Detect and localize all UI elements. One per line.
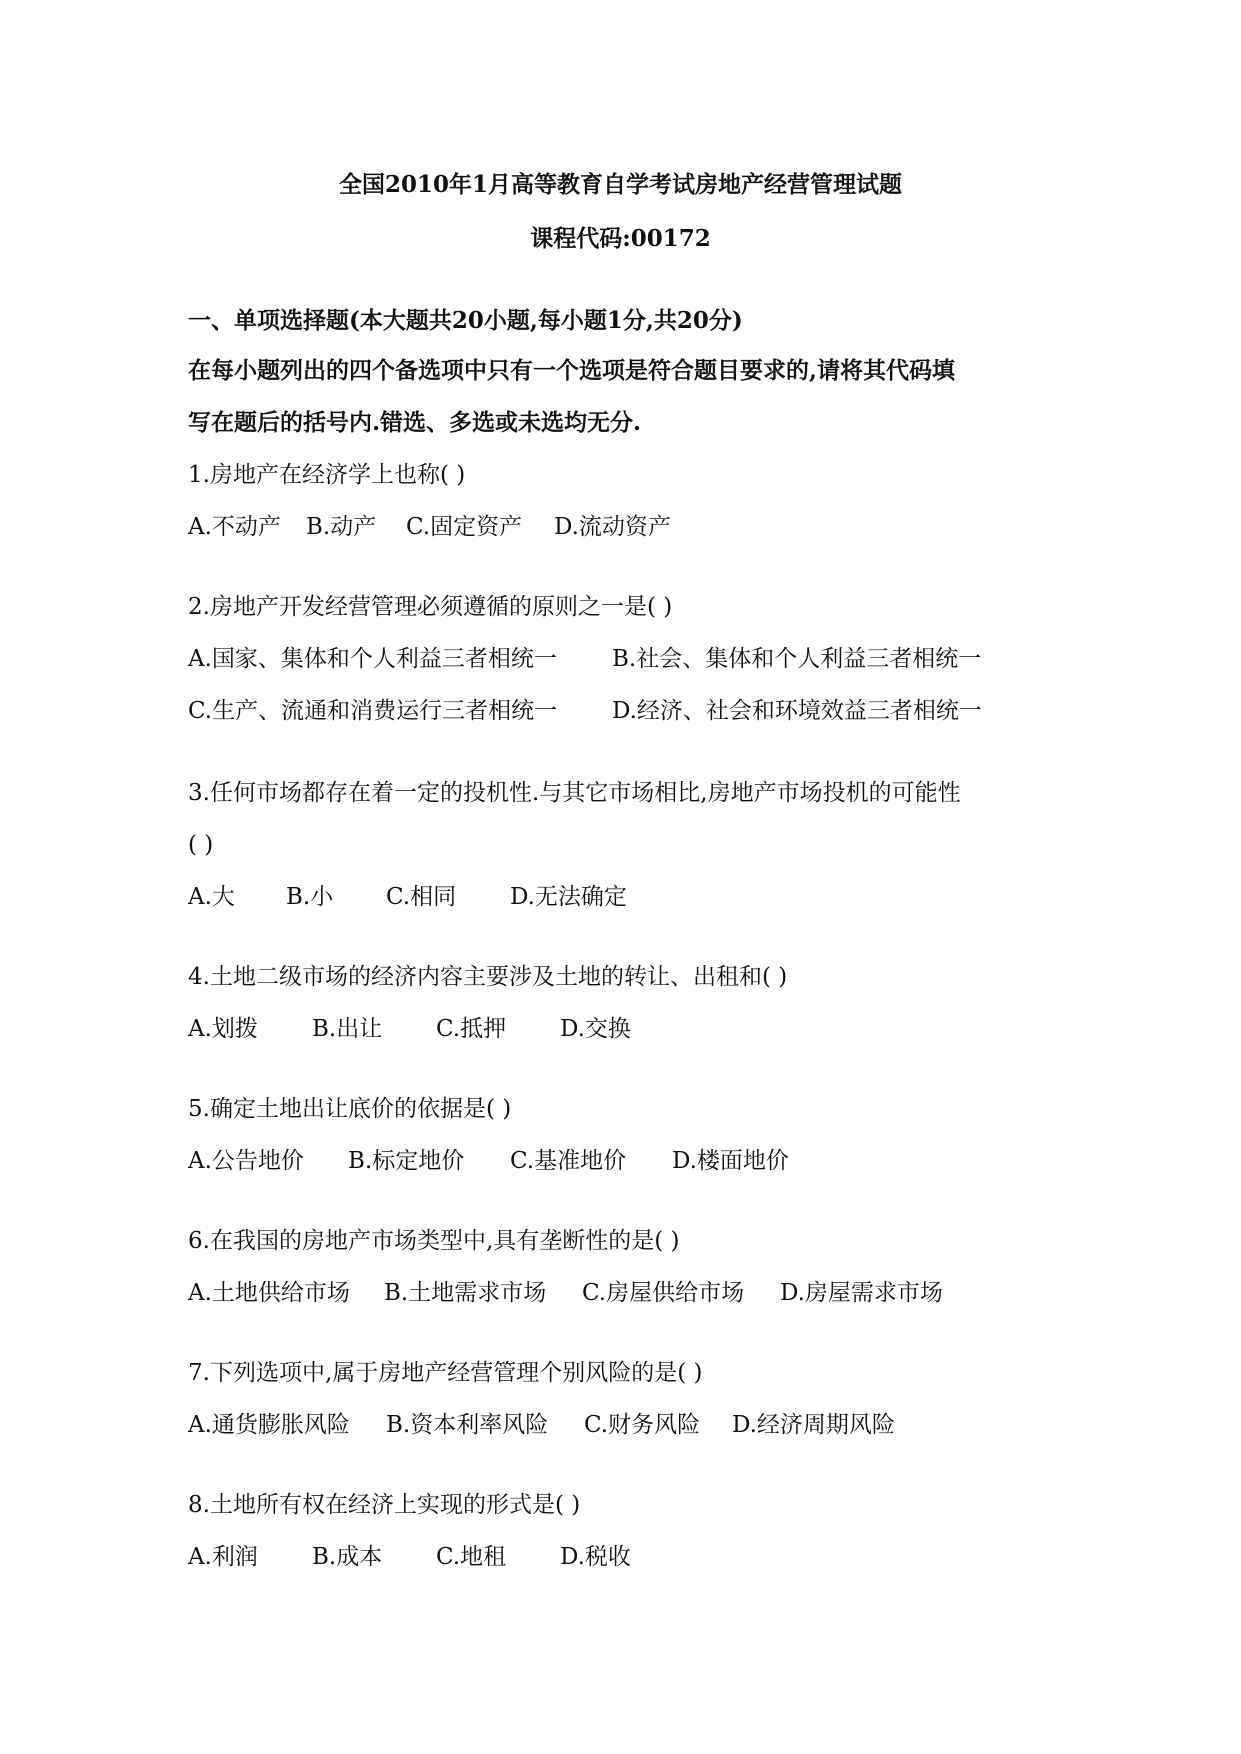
option-d: D.税收 (560, 1544, 631, 1570)
question-1-stem: 1.房地产在经济学上也称( ) (188, 462, 466, 488)
option-b: B.土地需求市场 (384, 1280, 547, 1306)
question-3-stem-continued: ( ) (188, 832, 214, 858)
option-b: B.标定地价 (348, 1148, 465, 1174)
option-b: B.资本利率风险 (386, 1412, 549, 1438)
option-c: C.固定资产 (406, 514, 523, 540)
option-a: A.土地供给市场 (188, 1280, 350, 1306)
option-b: B.动产 (306, 514, 377, 540)
option-a: A.公告地价 (188, 1148, 304, 1174)
option-c: C.生产、流通和消费运行三者相统一 (188, 698, 558, 724)
question-5-stem: 5.确定土地出让底价的依据是( ) (188, 1096, 512, 1122)
question-8-stem: 8.土地所有权在经济上实现的形式是( ) (188, 1492, 581, 1518)
option-c: C.相同 (386, 884, 457, 910)
section-heading: 一、单项选择题(本大题共20小题,每小题1分,共20分) (188, 307, 743, 334)
option-b: B.小 (286, 884, 334, 910)
question-7-stem: 7.下列选项中,属于房地产经营管理个别风险的是( ) (188, 1360, 703, 1386)
question-4-options (188, 1014, 631, 1044)
option-d: D.无法确定 (510, 884, 627, 910)
option-d: D.经济、社会和环境效益三者相统一 (612, 698, 982, 724)
option-c: C.基准地价 (510, 1148, 627, 1174)
course-code: 课程代码:00172 (530, 225, 711, 252)
question-2-options-row-2 (188, 696, 982, 726)
option-a: A.国家、集体和个人利益三者相统一 (188, 646, 557, 672)
option-b: B.社会、集体和个人利益三者相统一 (612, 646, 982, 672)
option-a: A.通货膨胀风险 (188, 1412, 350, 1438)
question-5-options (188, 1146, 789, 1176)
option-c: C.地租 (436, 1544, 507, 1570)
question-1-options (188, 512, 671, 542)
option-a: A.大 (188, 884, 235, 910)
option-d: D.交换 (560, 1016, 631, 1042)
option-c: C.财务风险 (584, 1412, 701, 1438)
section-instruction-line-2: 写在题后的括号内.错选、多选或未选均无分. (188, 409, 642, 436)
question-3-options (188, 882, 627, 912)
option-d: D.房屋需求市场 (780, 1280, 943, 1306)
option-d: D.流动资产 (554, 514, 671, 540)
question-6-stem: 6.在我国的房地产市场类型中,具有垄断性的是( ) (188, 1228, 680, 1254)
option-c: C.抵押 (436, 1016, 507, 1042)
question-7-options (188, 1410, 895, 1440)
option-d: D.经济周期风险 (732, 1412, 895, 1438)
question-6-options (188, 1278, 943, 1308)
question-2-stem: 2.房地产开发经营管理必须遵循的原则之一是( ) (188, 594, 673, 620)
question-3-stem: 3.任何市场都存在着一定的投机性.与其它市场相比,房地产市场投机的可能性 (188, 780, 961, 806)
question-4-stem: 4.土地二级市场的经济内容主要涉及土地的转让、出租和( ) (188, 964, 788, 990)
exam-title: 全国2010年1月高等教育自学考试房地产经营管理试题 (338, 171, 903, 198)
section-instruction-line-1: 在每小题列出的四个备选项中只有一个选项是符合题目要求的,请将其代码填 (188, 357, 956, 384)
question-8-options (188, 1542, 631, 1572)
option-a: A.划拨 (188, 1016, 258, 1042)
option-d: D.楼面地价 (672, 1148, 789, 1174)
option-a: A.不动产 (188, 514, 281, 540)
option-c: C.房屋供给市场 (582, 1280, 745, 1306)
question-2-options-row-1 (188, 644, 981, 674)
option-a: A.利润 (188, 1544, 258, 1570)
option-b: B.出让 (312, 1016, 383, 1042)
option-b: B.成本 (312, 1544, 383, 1570)
